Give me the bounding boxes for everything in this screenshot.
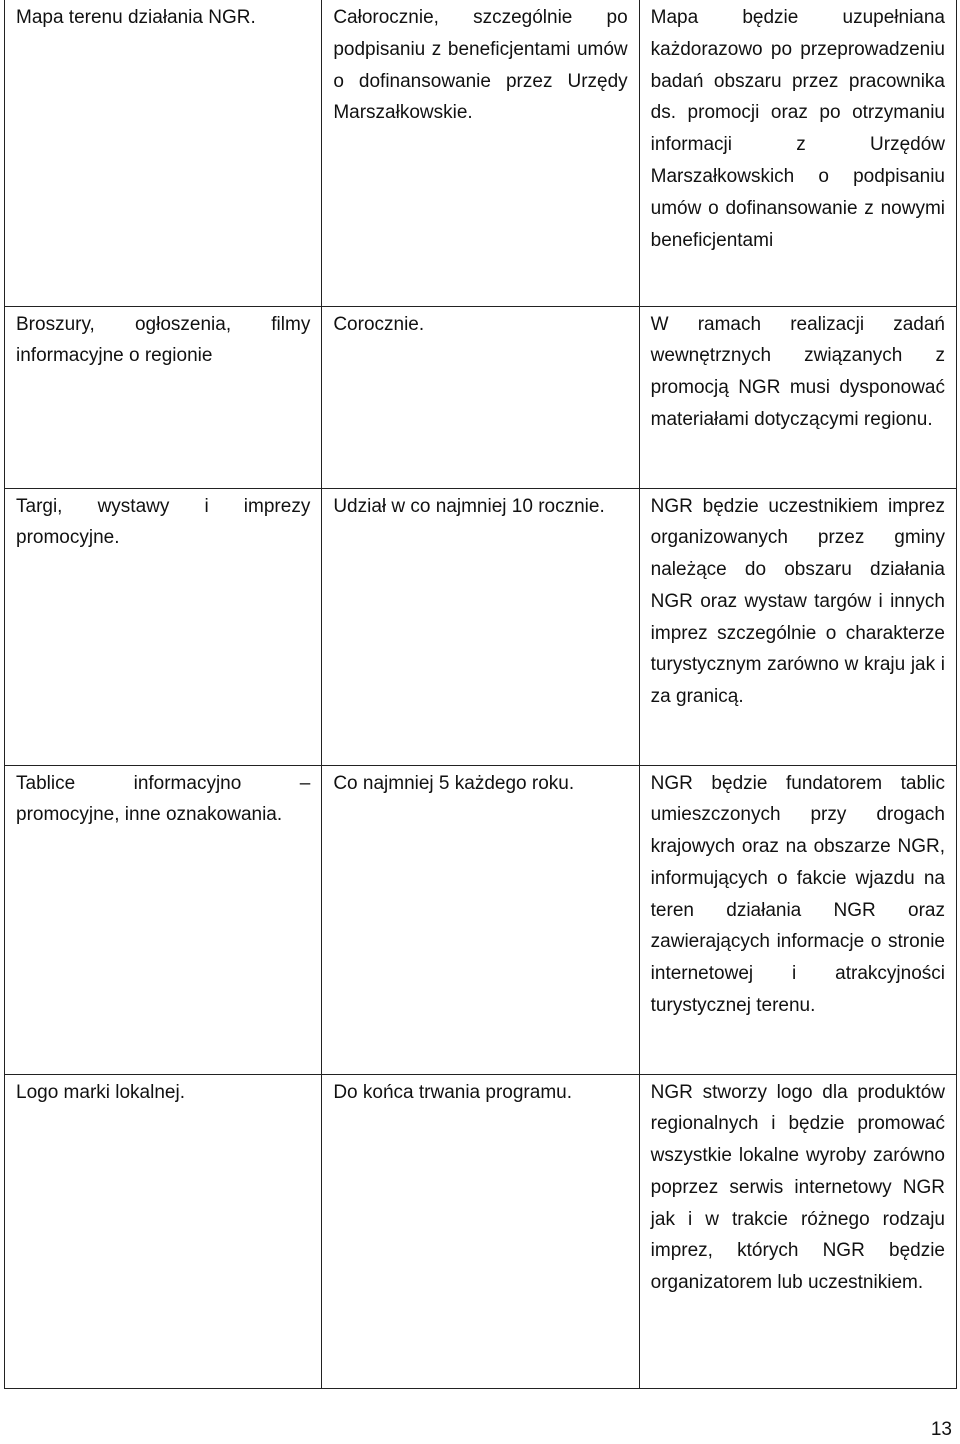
tool-cell: Targi, wystawy i imprezy promocyjne. xyxy=(5,488,322,765)
frequency-cell: Corocznie. xyxy=(322,306,639,488)
description-cell: W ramach realizacji zadań wewnętrznych związanych z promocją NGR musi dysponować materiałami dotyczącymi regionu. xyxy=(639,306,956,488)
frequency-cell: Co najmniej 5 każdego roku. xyxy=(322,765,639,1074)
description-cell: Mapa będzie uzupełniana każdorazowo po przeprowadzeniu badań obszaru przez pracownika ds. promocji oraz po otrzymaniu informacji z Urzędów Marszałkowskich o podpisaniu umów o dofinansowanie z nowymi beneficjentami xyxy=(639,0,956,306)
page-number: 13 xyxy=(930,1419,952,1440)
frequency-cell: Całorocznie, szczególnie po podpisaniu z beneficjentami umów o dofinansowanie przez Urzędy Marszałkowskie. xyxy=(322,0,639,306)
table-row xyxy=(5,306,957,488)
tool-cell: Broszury, ogłoszenia, filmy informacyjne o regionie xyxy=(5,306,322,488)
description-cell: NGR będzie uczestnikiem imprez organizowanych przez gminy należące do obszaru działania NGR oraz wystaw targów i innych imprez szczególnie o charakterze turystycznym zarówno w kraju jak i za granicą. xyxy=(639,488,956,765)
description-cell: NGR stworzy logo dla produktów regionalnych i będzie promować wszystkie lokalne wyroby zarówno poprzez serwis internetowy NGR jak i w trakcie różnego rodzaju imprez, których NGR będzie organizatorem lub uczestnikiem. xyxy=(639,1074,956,1388)
tool-cell: Tablice informacyjno – promocyjne, inne oznakowania. xyxy=(5,765,322,1074)
promotion-tools-table xyxy=(4,0,957,1389)
tool-cell: Mapa terenu działania NGR. xyxy=(5,0,322,306)
frequency-cell: Udział w co najmniej 10 rocznie. xyxy=(322,488,639,765)
table-row xyxy=(5,488,957,765)
tool-cell: Logo marki lokalnej. xyxy=(5,1074,322,1388)
frequency-cell: Do końca trwania programu. xyxy=(322,1074,639,1388)
description-cell: NGR będzie fundatorem tablic umieszczonych przy drogach krajowych oraz na obszarze NGR, informujących o fakcie wjazdu na teren działania NGR oraz zawierających informacje o stronie internetowej i atrakcyjności turystycznej terenu. xyxy=(639,765,956,1074)
table-row xyxy=(5,1074,957,1388)
table-row xyxy=(5,765,957,1074)
table-row xyxy=(5,0,957,306)
